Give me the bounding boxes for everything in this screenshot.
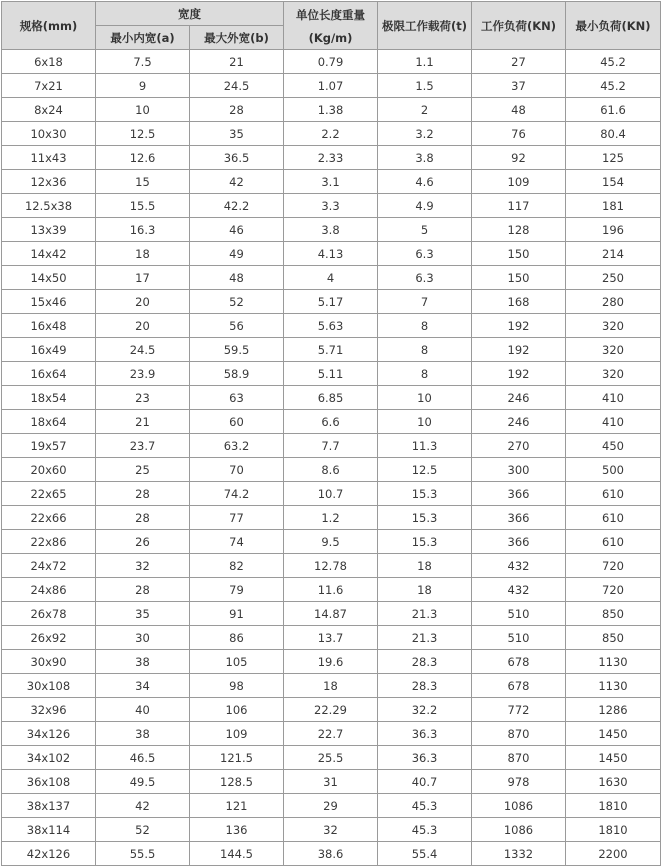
unit-weight-cell: 1.07 — [284, 74, 378, 98]
min-inner-cell: 26 — [96, 530, 190, 554]
min-load-cell: 720 — [566, 578, 661, 602]
table-row — [2, 722, 661, 746]
work-load-cell: 270 — [472, 434, 566, 458]
spec-cell: 16x48 — [2, 314, 96, 338]
unit-weight-cell: 6.85 — [284, 386, 378, 410]
table-row — [2, 170, 661, 194]
limit-load-cell: 5 — [378, 218, 472, 242]
min-load-cell: 320 — [566, 314, 661, 338]
spec-cell: 34x102 — [2, 746, 96, 770]
min-load-cell: 1286 — [566, 698, 661, 722]
unit-weight-cell: 7.7 — [284, 434, 378, 458]
unit-weight-cell: 4 — [284, 266, 378, 290]
unit-weight-cell: 3.1 — [284, 170, 378, 194]
limit-load-cell: 28.3 — [378, 650, 472, 674]
min-inner-cell: 40 — [96, 698, 190, 722]
unit-weight-cell: 1.2 — [284, 506, 378, 530]
limit-load-cell: 15.3 — [378, 530, 472, 554]
min-load-cell: 280 — [566, 290, 661, 314]
unit-weight-cell: 9.5 — [284, 530, 378, 554]
table-row — [2, 650, 661, 674]
spec-cell: 16x49 — [2, 338, 96, 362]
spec-cell: 18x54 — [2, 386, 96, 410]
max-outer-cell: 24.5 — [190, 74, 284, 98]
header-unit-weight-unit: (Kg/m) — [308, 30, 353, 45]
min-inner-cell: 23 — [96, 386, 190, 410]
unit-weight-cell: 11.6 — [284, 578, 378, 602]
limit-load-cell: 11.3 — [378, 434, 472, 458]
table-row — [2, 242, 661, 266]
min-inner-cell: 16.3 — [96, 218, 190, 242]
unit-weight-cell: 5.11 — [284, 362, 378, 386]
min-inner-cell: 23.9 — [96, 362, 190, 386]
unit-weight-cell: 6.6 — [284, 410, 378, 434]
table-row — [2, 554, 661, 578]
min-load-cell: 720 — [566, 554, 661, 578]
spec-cell: 30x108 — [2, 674, 96, 698]
min-load-cell: 45.2 — [566, 50, 661, 74]
unit-weight-cell: 3.3 — [284, 194, 378, 218]
limit-load-cell: 45.3 — [378, 818, 472, 842]
table-row — [2, 74, 661, 98]
min-inner-cell: 38 — [96, 722, 190, 746]
table-row — [2, 818, 661, 842]
work-load-cell: 246 — [472, 386, 566, 410]
table-row — [2, 626, 661, 650]
work-load-cell: 432 — [472, 578, 566, 602]
min-load-cell: 1630 — [566, 770, 661, 794]
limit-load-cell: 28.3 — [378, 674, 472, 698]
max-outer-cell: 46 — [190, 218, 284, 242]
max-outer-cell: 74.2 — [190, 482, 284, 506]
unit-weight-cell: 29 — [284, 794, 378, 818]
work-load-cell: 128 — [472, 218, 566, 242]
table-row — [2, 98, 661, 122]
table-row — [2, 218, 661, 242]
spec-cell: 22x66 — [2, 506, 96, 530]
max-outer-cell: 144.5 — [190, 842, 284, 866]
unit-weight-cell: 12.78 — [284, 554, 378, 578]
table-row — [2, 578, 661, 602]
spec-cell: 34x126 — [2, 722, 96, 746]
min-load-cell: 154 — [566, 170, 661, 194]
min-inner-cell: 9 — [96, 74, 190, 98]
spec-cell: 10x30 — [2, 122, 96, 146]
limit-load-cell: 3.8 — [378, 146, 472, 170]
table-body — [2, 50, 661, 866]
limit-load-cell: 1.1 — [378, 50, 472, 74]
spec-cell: 12x36 — [2, 170, 96, 194]
min-load-cell: 1810 — [566, 794, 661, 818]
work-load-cell: 1086 — [472, 818, 566, 842]
max-outer-cell: 136 — [190, 818, 284, 842]
table-row — [2, 50, 661, 74]
work-load-cell: 1086 — [472, 794, 566, 818]
unit-weight-cell: 22.7 — [284, 722, 378, 746]
header-unit-weight-label: 单位长度重量 — [296, 7, 365, 22]
header-width-group: 宽度 — [96, 2, 284, 26]
limit-load-cell: 18 — [378, 578, 472, 602]
min-load-cell: 250 — [566, 266, 661, 290]
spec-cell: 18x64 — [2, 410, 96, 434]
limit-load-cell: 8 — [378, 314, 472, 338]
work-load-cell: 432 — [472, 554, 566, 578]
min-inner-cell: 12.5 — [96, 122, 190, 146]
max-outer-cell: 91 — [190, 602, 284, 626]
table-row — [2, 458, 661, 482]
table-row — [2, 410, 661, 434]
min-inner-cell: 7.5 — [96, 50, 190, 74]
min-load-cell: 61.6 — [566, 98, 661, 122]
unit-weight-cell: 18 — [284, 674, 378, 698]
table-row — [2, 338, 661, 362]
max-outer-cell: 52 — [190, 290, 284, 314]
min-inner-cell: 17 — [96, 266, 190, 290]
limit-load-cell: 3.2 — [378, 122, 472, 146]
unit-weight-cell: 2.2 — [284, 122, 378, 146]
work-load-cell: 150 — [472, 266, 566, 290]
spec-cell: 30x90 — [2, 650, 96, 674]
work-load-cell: 27 — [472, 50, 566, 74]
work-load-cell: 168 — [472, 290, 566, 314]
unit-weight-cell: 25.5 — [284, 746, 378, 770]
min-inner-cell: 21 — [96, 410, 190, 434]
work-load-cell: 192 — [472, 362, 566, 386]
spec-cell: 38x114 — [2, 818, 96, 842]
min-load-cell: 610 — [566, 482, 661, 506]
work-load-cell: 870 — [472, 746, 566, 770]
min-inner-cell: 20 — [96, 314, 190, 338]
min-load-cell: 320 — [566, 362, 661, 386]
max-outer-cell: 82 — [190, 554, 284, 578]
min-load-cell: 80.4 — [566, 122, 661, 146]
spec-cell: 22x86 — [2, 530, 96, 554]
work-load-cell: 92 — [472, 146, 566, 170]
min-inner-cell: 52 — [96, 818, 190, 842]
table-row — [2, 290, 661, 314]
spec-cell: 24x72 — [2, 554, 96, 578]
min-inner-cell: 12.6 — [96, 146, 190, 170]
unit-weight-cell: 5.17 — [284, 290, 378, 314]
min-load-cell: 196 — [566, 218, 661, 242]
work-load-cell: 192 — [472, 314, 566, 338]
work-load-cell: 117 — [472, 194, 566, 218]
work-load-cell: 48 — [472, 98, 566, 122]
table-row — [2, 698, 661, 722]
limit-load-cell: 6.3 — [378, 266, 472, 290]
max-outer-cell: 98 — [190, 674, 284, 698]
min-load-cell: 850 — [566, 602, 661, 626]
spec-cell: 36x108 — [2, 770, 96, 794]
limit-load-cell: 18 — [378, 554, 472, 578]
max-outer-cell: 86 — [190, 626, 284, 650]
unit-weight-cell: 2.33 — [284, 146, 378, 170]
min-inner-cell: 35 — [96, 602, 190, 626]
table-row — [2, 842, 661, 866]
min-load-cell: 500 — [566, 458, 661, 482]
work-load-cell: 109 — [472, 170, 566, 194]
header-min-load: 最小负荷(KN) — [566, 2, 661, 50]
max-outer-cell: 48 — [190, 266, 284, 290]
min-inner-cell: 10 — [96, 98, 190, 122]
spec-cell: 13x39 — [2, 218, 96, 242]
max-outer-cell: 21 — [190, 50, 284, 74]
max-outer-cell: 63 — [190, 386, 284, 410]
spec-cell: 22x65 — [2, 482, 96, 506]
limit-load-cell: 2 — [378, 98, 472, 122]
header-work-load: 工作负荷(KN) — [472, 2, 566, 50]
min-inner-cell: 32 — [96, 554, 190, 578]
spec-cell: 8x24 — [2, 98, 96, 122]
table-row — [2, 674, 661, 698]
work-load-cell: 678 — [472, 650, 566, 674]
max-outer-cell: 35 — [190, 122, 284, 146]
min-inner-cell: 20 — [96, 290, 190, 314]
max-outer-cell: 77 — [190, 506, 284, 530]
min-load-cell: 450 — [566, 434, 661, 458]
header-unit-weight — [284, 2, 378, 50]
table-row — [2, 482, 661, 506]
unit-weight-cell: 13.7 — [284, 626, 378, 650]
min-load-cell: 181 — [566, 194, 661, 218]
table-row — [2, 266, 661, 290]
min-inner-cell: 28 — [96, 506, 190, 530]
limit-load-cell: 32.2 — [378, 698, 472, 722]
spec-cell: 19x57 — [2, 434, 96, 458]
work-load-cell: 192 — [472, 338, 566, 362]
min-load-cell: 1450 — [566, 722, 661, 746]
limit-load-cell: 36.3 — [378, 746, 472, 770]
table-row — [2, 746, 661, 770]
unit-weight-cell: 5.63 — [284, 314, 378, 338]
table-row — [2, 194, 661, 218]
unit-weight-cell: 5.71 — [284, 338, 378, 362]
limit-load-cell: 10 — [378, 410, 472, 434]
spec-cell: 26x92 — [2, 626, 96, 650]
limit-load-cell: 10 — [378, 386, 472, 410]
table-header — [2, 2, 661, 50]
work-load-cell: 510 — [472, 602, 566, 626]
work-load-cell: 300 — [472, 458, 566, 482]
unit-weight-cell: 4.13 — [284, 242, 378, 266]
max-outer-cell: 106 — [190, 698, 284, 722]
limit-load-cell: 6.3 — [378, 242, 472, 266]
work-load-cell: 978 — [472, 770, 566, 794]
limit-load-cell: 8 — [378, 362, 472, 386]
spec-cell: 14x42 — [2, 242, 96, 266]
min-inner-cell: 15 — [96, 170, 190, 194]
min-load-cell: 1810 — [566, 818, 661, 842]
max-outer-cell: 42 — [190, 170, 284, 194]
min-inner-cell: 46.5 — [96, 746, 190, 770]
min-inner-cell: 28 — [96, 578, 190, 602]
limit-load-cell: 45.3 — [378, 794, 472, 818]
unit-weight-cell: 32 — [284, 818, 378, 842]
min-load-cell: 125 — [566, 146, 661, 170]
spec-cell: 7x21 — [2, 74, 96, 98]
spec-cell: 14x50 — [2, 266, 96, 290]
min-load-cell: 410 — [566, 410, 661, 434]
unit-weight-cell: 38.6 — [284, 842, 378, 866]
unit-weight-cell: 8.6 — [284, 458, 378, 482]
min-inner-cell: 30 — [96, 626, 190, 650]
table-row — [2, 386, 661, 410]
unit-weight-cell: 10.7 — [284, 482, 378, 506]
max-outer-cell: 63.2 — [190, 434, 284, 458]
max-outer-cell: 58.9 — [190, 362, 284, 386]
min-load-cell: 214 — [566, 242, 661, 266]
limit-load-cell: 4.9 — [378, 194, 472, 218]
unit-weight-cell: 31 — [284, 770, 378, 794]
max-outer-cell: 56 — [190, 314, 284, 338]
header-spec: 规格(mm) — [2, 2, 96, 50]
work-load-cell: 150 — [472, 242, 566, 266]
unit-weight-cell: 14.87 — [284, 602, 378, 626]
work-load-cell: 246 — [472, 410, 566, 434]
max-outer-cell: 42.2 — [190, 194, 284, 218]
max-outer-cell: 70 — [190, 458, 284, 482]
work-load-cell: 366 — [472, 482, 566, 506]
min-inner-cell: 49.5 — [96, 770, 190, 794]
limit-load-cell: 1.5 — [378, 74, 472, 98]
min-load-cell: 45.2 — [566, 74, 661, 98]
limit-load-cell: 21.3 — [378, 602, 472, 626]
min-inner-cell: 28 — [96, 482, 190, 506]
spec-cell: 26x78 — [2, 602, 96, 626]
min-inner-cell: 23.7 — [96, 434, 190, 458]
unit-weight-cell: 1.38 — [284, 98, 378, 122]
min-inner-cell: 18 — [96, 242, 190, 266]
work-load-cell: 870 — [472, 722, 566, 746]
min-inner-cell: 34 — [96, 674, 190, 698]
max-outer-cell: 60 — [190, 410, 284, 434]
table-row — [2, 530, 661, 554]
header-min-inner: 最小内宽(a) — [96, 26, 190, 50]
limit-load-cell: 15.3 — [378, 506, 472, 530]
spec-cell: 12.5x38 — [2, 194, 96, 218]
spec-cell: 38x137 — [2, 794, 96, 818]
spec-cell: 42x126 — [2, 842, 96, 866]
spec-cell: 6x18 — [2, 50, 96, 74]
unit-weight-cell: 3.8 — [284, 218, 378, 242]
work-load-cell: 366 — [472, 506, 566, 530]
max-outer-cell: 36.5 — [190, 146, 284, 170]
max-outer-cell: 121.5 — [190, 746, 284, 770]
min-load-cell: 1130 — [566, 674, 661, 698]
work-load-cell: 510 — [472, 626, 566, 650]
work-load-cell: 366 — [472, 530, 566, 554]
max-outer-cell: 79 — [190, 578, 284, 602]
limit-load-cell: 36.3 — [378, 722, 472, 746]
table-row — [2, 434, 661, 458]
table-row — [2, 314, 661, 338]
min-inner-cell: 38 — [96, 650, 190, 674]
table-row — [2, 506, 661, 530]
table-row — [2, 794, 661, 818]
spec-cell: 15x46 — [2, 290, 96, 314]
max-outer-cell: 28 — [190, 98, 284, 122]
min-load-cell: 2200 — [566, 842, 661, 866]
min-load-cell: 610 — [566, 530, 661, 554]
unit-weight-cell: 19.6 — [284, 650, 378, 674]
limit-load-cell: 7 — [378, 290, 472, 314]
min-inner-cell: 55.5 — [96, 842, 190, 866]
min-load-cell: 410 — [566, 386, 661, 410]
spec-cell: 24x86 — [2, 578, 96, 602]
min-load-cell: 1130 — [566, 650, 661, 674]
header-limit-load: 极限工作载荷(t) — [378, 2, 472, 50]
min-inner-cell: 42 — [96, 794, 190, 818]
min-load-cell: 850 — [566, 626, 661, 650]
table-row — [2, 770, 661, 794]
limit-load-cell: 55.4 — [378, 842, 472, 866]
max-outer-cell: 49 — [190, 242, 284, 266]
limit-load-cell: 40.7 — [378, 770, 472, 794]
spec-cell: 16x64 — [2, 362, 96, 386]
max-outer-cell: 109 — [190, 722, 284, 746]
min-inner-cell: 24.5 — [96, 338, 190, 362]
limit-load-cell: 8 — [378, 338, 472, 362]
min-inner-cell: 15.5 — [96, 194, 190, 218]
spec-cell: 32x96 — [2, 698, 96, 722]
unit-weight-cell: 0.79 — [284, 50, 378, 74]
min-load-cell: 610 — [566, 506, 661, 530]
min-inner-cell: 25 — [96, 458, 190, 482]
limit-load-cell: 12.5 — [378, 458, 472, 482]
limit-load-cell: 4.6 — [378, 170, 472, 194]
table-row — [2, 362, 661, 386]
work-load-cell: 772 — [472, 698, 566, 722]
unit-weight-cell: 22.29 — [284, 698, 378, 722]
limit-load-cell: 15.3 — [378, 482, 472, 506]
max-outer-cell: 121 — [190, 794, 284, 818]
work-load-cell: 1332 — [472, 842, 566, 866]
work-load-cell: 678 — [472, 674, 566, 698]
limit-load-cell: 21.3 — [378, 626, 472, 650]
spec-table — [1, 1, 661, 866]
work-load-cell: 76 — [472, 122, 566, 146]
max-outer-cell: 105 — [190, 650, 284, 674]
min-load-cell: 1450 — [566, 746, 661, 770]
max-outer-cell: 74 — [190, 530, 284, 554]
header-max-outer: 最大外宽(b) — [190, 26, 284, 50]
min-load-cell: 320 — [566, 338, 661, 362]
spec-cell: 11x43 — [2, 146, 96, 170]
max-outer-cell: 59.5 — [190, 338, 284, 362]
table-row — [2, 146, 661, 170]
max-outer-cell: 128.5 — [190, 770, 284, 794]
spec-cell: 20x60 — [2, 458, 96, 482]
table-row — [2, 122, 661, 146]
work-load-cell: 37 — [472, 74, 566, 98]
table-row — [2, 602, 661, 626]
